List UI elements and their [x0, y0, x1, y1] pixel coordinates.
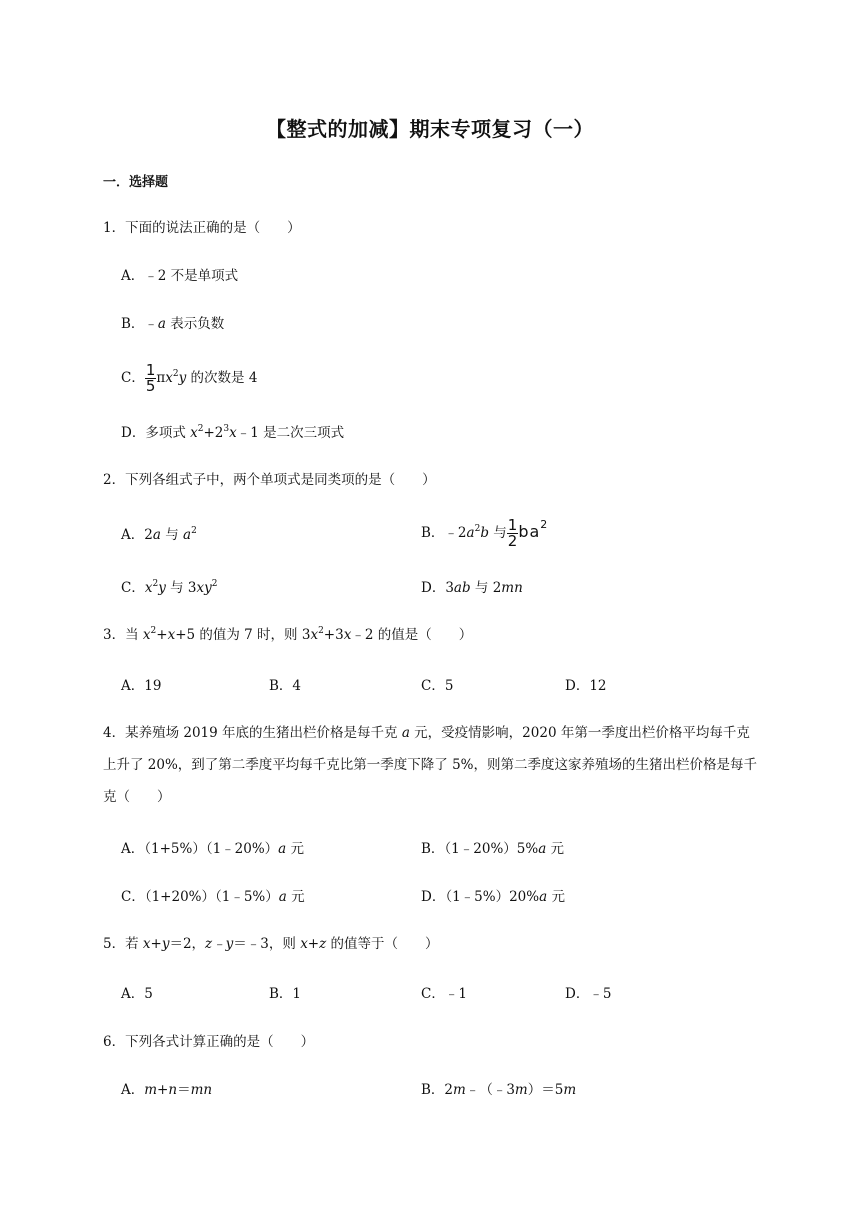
section-heading: 一．选择题 [103, 175, 169, 190]
question-2-option-d: D．3ab 与 2mn [421, 580, 523, 596]
page-title: 【整式的加减】期末专项复习（一） [266, 117, 594, 141]
fraction-one-half: $\frac{1}{2}$ [507, 516, 518, 550]
question-3-stem: 3．当 $x^2+x+5$ 的值为 7 时，则 $3x^2+3x﹣2$ 的值是（ ） [103, 626, 473, 643]
question-5-option-b: B．1 [269, 986, 302, 1002]
question-2-option-c: C．$x^2y$ 与 $3xy^2$ [121, 579, 218, 596]
question-4-option-c: C．（1+20%）（1﹣5%）a 元 [121, 889, 305, 905]
question-1-option-a: A．﹣2 不是单项式 [121, 268, 239, 284]
question-2-option-b: B．$﹣2a^2b$ 与 $\frac{1}{2}$ $ba^2$ [421, 516, 549, 550]
question-1-stem: 1．下面的说法正确的是（ ） [103, 220, 301, 236]
question-3-option-c: C．5 [421, 678, 454, 694]
question-4-option-a: A．（1+5%）（1﹣20%）a 元 [121, 841, 305, 857]
question-4-stem: 4．某养殖场 2019 年底的生猪出栏价格是每千克 a 元，受疫情影响，2020 年第一季度出栏价格平均每千克上升了 20%，到了第二季度平均每千克比第一季度下降了 5%，则第二季度这家养殖场的生猪出栏价格是每千克（ ） [103, 725, 758, 805]
question-4-option-d: D．（1﹣5%）20%a 元 [421, 889, 565, 905]
question-2-stem: 2．下列各组式子中，两个单项式是同类项的是（ ） [103, 472, 436, 488]
question-5-option-a: A．5 [121, 986, 153, 1002]
question-4-option-b: B．（1﹣20%）5%a 元 [421, 841, 565, 857]
question-6-option-b: B．2m﹣（﹣3m）＝5m [421, 1082, 577, 1098]
question-5-stem: 5．若 x+y＝2，z﹣y＝﹣3，则 x+z 的值等于（ ） [103, 936, 439, 952]
fraction-one-fifth: $\frac{1}{5}$ [145, 361, 156, 395]
question-5-option-d: D．﹣5 [565, 986, 612, 1002]
question-1-option-b: B．﹣a 表示负数 [121, 316, 225, 332]
question-3-option-a: A．19 [121, 678, 162, 694]
question-6-option-a: A．m+n＝mn [121, 1082, 213, 1098]
question-3-option-b: B．4 [269, 678, 302, 694]
question-1-option-c: C． $\frac{1}{5}$ $\pi x^2y$ 的次数是 4 [121, 361, 258, 395]
question-2-option-a: A．2a 与 $a^2$ [121, 526, 197, 543]
question-3-option-d: D．12 [565, 678, 607, 694]
question-1-option-d: D．多项式 $x^2+2^3x﹣1$ 是二次三项式 [121, 424, 345, 441]
question-5-option-c: C．﹣1 [421, 986, 467, 1002]
question-6-stem: 6．下列各式计算正确的是（ ） [103, 1034, 315, 1050]
